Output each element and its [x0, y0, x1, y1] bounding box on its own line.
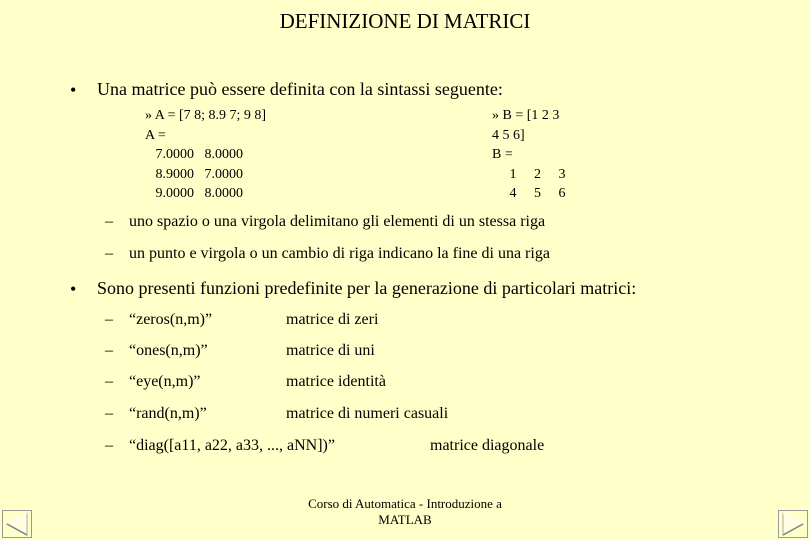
- triangle-right-icon: [778, 510, 808, 538]
- code-line: 9.0000 8.0000: [145, 186, 243, 201]
- function-name: “diag([a11, a22, a33, ..., aNN])”: [129, 437, 335, 454]
- dash-marker: –: [105, 311, 113, 328]
- code-line: 1 2 3: [492, 166, 566, 182]
- dash-marker: –: [105, 437, 113, 454]
- sub-bullet-2: [105, 245, 550, 263]
- previous-slide-button[interactable]: [2, 510, 32, 538]
- dash-marker: –: [105, 405, 113, 422]
- code-line: » B = [1 2 3: [492, 108, 560, 123]
- slide-title: DEFINIZIONE DI MATRICI: [279, 9, 531, 33]
- function-description: matrice di zeri: [286, 311, 379, 328]
- code-line: 7.0000 8.0000: [145, 147, 243, 162]
- function-item-ones: [105, 342, 705, 362]
- function-item-rand: [105, 405, 705, 425]
- function-name: “eye(n,m)”: [129, 373, 201, 390]
- function-name: “zeros(n,m)”: [129, 311, 213, 328]
- function-name: “rand(n,m)”: [129, 405, 207, 422]
- sub-bullet-1-text: uno spazio o una virgola delimitano gli elementi di un stessa riga: [129, 213, 546, 230]
- code-block-matrix-b: [492, 106, 566, 204]
- bullet-marker: •: [70, 279, 77, 299]
- slide-footer: Corso di Automatica - Introduzione a MATLAB: [308, 496, 502, 527]
- function-description: matrice identità: [286, 373, 386, 390]
- code-line: 4 5 6: [492, 186, 566, 201]
- triangle-left-icon: [2, 510, 32, 538]
- function-description: matrice di numeri casuali: [286, 405, 449, 422]
- code-line: 8.9000 7.0000: [145, 166, 243, 182]
- bullet-1-text: Una matrice può essere definita con la sintassi seguente:: [97, 79, 503, 99]
- dash-marker: –: [105, 342, 113, 359]
- function-item-diag: [105, 437, 765, 457]
- dash-marker: –: [105, 373, 113, 390]
- function-item-zeros: [105, 311, 705, 331]
- code-line: 4 5 6]: [492, 127, 525, 143]
- sub-bullet-2-text: un punto e virgola o un cambio di riga indicano la fine di una riga: [129, 245, 550, 262]
- bullet-2-text: Sono presenti funzioni predefinite per la generazione di particolari matrici:: [97, 278, 637, 298]
- code-block-matrix-a: [145, 106, 266, 204]
- code-line: » A = [7 8; 8.9 7; 9 8]: [145, 108, 267, 123]
- next-slide-button[interactable]: [778, 510, 808, 538]
- code-line: B =: [492, 147, 513, 162]
- function-description: matrice diagonale: [430, 437, 545, 454]
- dash-marker: –: [105, 213, 113, 230]
- dash-marker: –: [105, 245, 113, 262]
- function-name: “ones(n,m)”: [129, 342, 208, 359]
- function-description: matrice di uni: [286, 342, 375, 359]
- function-item-eye: [105, 373, 705, 393]
- code-line: A =: [145, 127, 166, 143]
- sub-bullet-1: [105, 213, 545, 231]
- bullet-marker: •: [70, 80, 77, 100]
